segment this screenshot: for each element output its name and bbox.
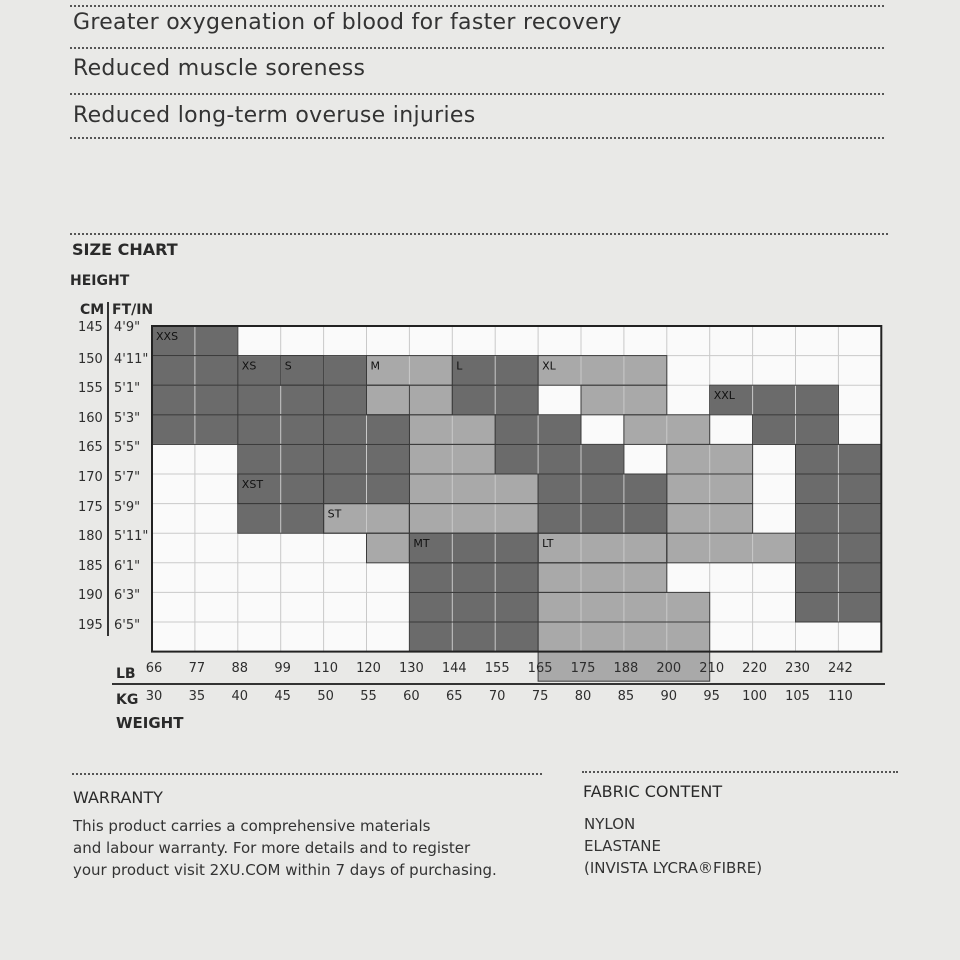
lb-label: LB: [116, 666, 136, 682]
weight-kg-tick: 65: [446, 689, 463, 704]
weight-kg-tick: 80: [574, 689, 592, 704]
weight-lb-tick: 165: [527, 661, 553, 676]
weight-kg-tick: 70: [488, 689, 506, 704]
weight-lb-tick: 175: [570, 661, 596, 676]
weight-kg-tick: 35: [188, 689, 206, 704]
weight-lb-tick: 77: [188, 661, 206, 676]
height-ftin-label: 5'11": [114, 529, 149, 545]
height-ftin-label: 4'9": [114, 320, 141, 335]
weight-lb-tick: 130: [398, 661, 424, 676]
height-cm-label: 145: [78, 320, 103, 335]
size-label-xst: XST: [241, 478, 264, 491]
cm-label: CM: [80, 302, 105, 318]
warranty-line: your product visit 2XU.COM within 7 days of purchasing.: [73, 861, 497, 879]
weight-lb-tick: 110: [313, 661, 339, 676]
size-cell-st: [367, 533, 410, 563]
weight-lb-tick: 230: [785, 661, 810, 676]
height-cm-label: 175: [78, 499, 103, 515]
weight-label: WEIGHT: [116, 714, 184, 732]
weight-lb-tick: 144: [441, 661, 467, 676]
weight-lb-tick: 99: [274, 661, 291, 676]
weight-kg-tick: 60: [403, 689, 420, 704]
weight-kg-tick: 85: [617, 689, 635, 704]
weight-lb-tick: 155: [484, 661, 510, 676]
size-cell-xl: [667, 533, 796, 563]
size-chart-title: SIZE CHART: [72, 240, 178, 259]
size-cell-l: [538, 474, 667, 504]
size-label-xxl: XXL: [713, 389, 735, 403]
height-ftin-label: 4'11": [114, 351, 149, 367]
size-cell-mt: [409, 622, 538, 652]
size-cell-l: [538, 504, 667, 534]
benefit-oxygenation: Greater oxygenation of blood for faster recovery: [73, 10, 622, 35]
weight-lb-tick: 88: [231, 661, 249, 676]
ftin-label: FT/IN: [112, 302, 154, 318]
size-cell-xl: [538, 356, 667, 386]
kg-label: KG: [116, 692, 139, 708]
warranty-line: and labour warranty. For more details and to register: [73, 839, 471, 857]
weight-axis-separator: [112, 683, 885, 685]
height-cm-label: 185: [78, 558, 103, 574]
weight-kg-tick: 105: [785, 689, 810, 704]
weight-lb-tick: 188: [613, 661, 639, 676]
weight-kg-tick: 100: [742, 689, 768, 704]
weight-kg-tick: 45: [274, 689, 291, 704]
weight-lb-tick: 210: [699, 661, 725, 676]
benefit-soreness: Reduced muscle soreness: [73, 56, 366, 81]
height-ftin-label: 5'3": [114, 410, 141, 426]
benefit-injuries: Reduced long-term overuse injuries: [73, 103, 476, 128]
weight-lb-tick: 220: [742, 661, 768, 676]
fabric-line: ELASTANE: [584, 837, 661, 855]
height-label: HEIGHT: [70, 273, 130, 289]
size-cell-mt: [409, 563, 538, 593]
weight-kg-tick: 75: [531, 689, 549, 704]
weight-kg-tick: 55: [360, 689, 377, 704]
warranty-title: WARRANTY: [73, 788, 163, 807]
size-cell-m: [409, 504, 538, 534]
weight-lb-tick: 120: [356, 661, 381, 676]
size-label-lt: LT: [542, 537, 554, 551]
warranty-line: This product carries a comprehensive materials: [73, 817, 431, 835]
fabric-divider: [582, 771, 898, 773]
height-cm-label: 150: [78, 351, 103, 367]
size-cell-lt: [538, 533, 667, 563]
size-cell-mt: [409, 592, 538, 622]
size-label-s: S: [284, 359, 292, 373]
size-cell-l: [495, 444, 624, 474]
size-cell-lt: [538, 563, 667, 593]
height-cm-label: 165: [78, 440, 103, 456]
size-label-mt: MT: [413, 537, 430, 551]
height-ftin-label: 6'1": [114, 558, 141, 574]
height-cm-label: 170: [78, 470, 103, 485]
weight-kg-tick: 30: [145, 689, 163, 704]
weight-kg-tick: 90: [660, 689, 678, 704]
weight-kg-tick: 50: [317, 689, 334, 704]
height-cm-label: 180: [78, 529, 103, 545]
size-label-xxs: XXS: [156, 330, 179, 343]
height-ftin-label: 6'3": [114, 588, 141, 604]
fabric-text: [584, 813, 762, 879]
height-cm-label: 160: [78, 410, 103, 426]
weight-kg-tick: 110: [827, 689, 853, 704]
size-label-m: M: [370, 359, 380, 373]
warranty-divider: [72, 773, 542, 775]
size-label-st: ST: [327, 507, 342, 521]
weight-lb-tick: 200: [656, 661, 682, 676]
size-label-xl: XL: [542, 359, 556, 373]
height-ftin-label: 6'5": [114, 618, 141, 633]
fabric-line: (INVISTA LYCRA®FIBRE): [584, 859, 763, 877]
size-cell-m: [409, 474, 538, 504]
weight-lb-tick: 242: [827, 661, 853, 676]
height-cm-label: 155: [78, 381, 103, 397]
size-label-l: L: [456, 359, 463, 373]
size-label-xs: XS: [241, 359, 257, 373]
height-ftin-label: 5'9": [114, 499, 141, 515]
fabric-title: FABRIC CONTENT: [583, 782, 723, 801]
fabric-line: NYLON: [584, 815, 636, 833]
weight-kg-tick: 95: [703, 689, 720, 704]
height-cm-label: 195: [78, 618, 103, 633]
height-ftin-label: 5'7": [114, 470, 141, 485]
warranty-text: [73, 815, 497, 881]
weight-lb-tick: 66: [145, 661, 163, 676]
height-cm-label: 190: [78, 588, 103, 604]
height-ftin-label: 5'5": [114, 440, 141, 456]
weight-kg-tick: 40: [231, 689, 249, 704]
height-ftin-label: 5'1": [114, 381, 141, 397]
